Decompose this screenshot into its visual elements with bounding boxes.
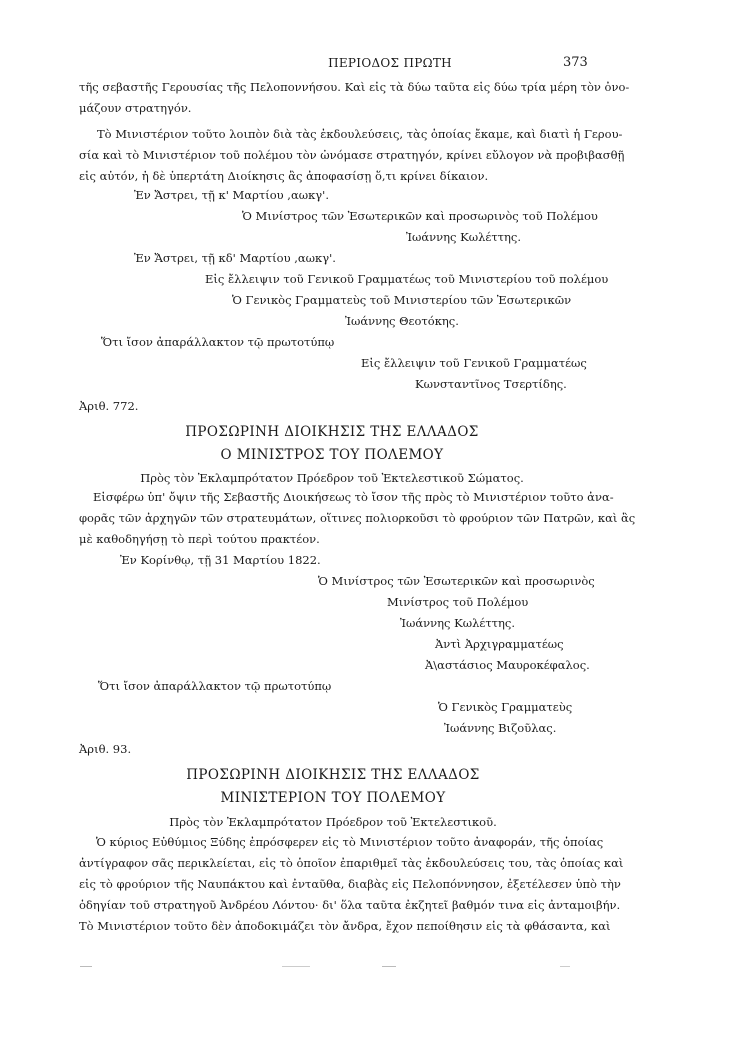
scan-artifact bbox=[80, 966, 92, 967]
signature-name: Ἰωάννης Κωλέττης. bbox=[406, 230, 522, 244]
paragraph-line: φορᾶς τῶν ἀρχηγῶν τῶν στρατευμάτων, οἵτινες πολιορκοῦσι τὸ φρούριον τῶν Πατρῶν, καὶ ἂς bbox=[79, 511, 636, 525]
scan-artifact bbox=[382, 966, 396, 967]
paragraph-line: σία καὶ τὸ Μινιστέριον τοῦ πολέμου τὸν ὠνόμασε στρατηγόν, κρίνει εὔλογον νὰ προβιβασθῇ bbox=[79, 148, 625, 162]
document-heading: ΠΡΟΣΩΡΙΝΗ ΔΙΟΙΚΗΣΙΣ ΤΗΣ ΕΛΛΑΔΟΣ bbox=[186, 767, 480, 783]
signature-line: Ὁ Γενικὸς Γραμματεὺς bbox=[438, 700, 573, 714]
date-line: Ἐν Ἄστρει, τῇ κ' Μαρτίου ,αωκγ'. bbox=[134, 188, 329, 202]
document-heading: ΠΡΟΣΩΡΙΝΗ ΔΙΟΙΚΗΣΙΣ ΤΗΣ ΕΛΛΑΔΟΣ bbox=[185, 424, 479, 440]
document-number: Ἀριθ. 93. bbox=[79, 742, 132, 756]
signature-name: Κωνσταντῖνος Τσερτίδης. bbox=[415, 377, 567, 391]
paragraph-line: τῆς σεβαστῆς Γερουσίας τῆς Πελοποννήσου. Καὶ εἰς τὰ δύω ταῦτα εἰς δύω τρία μέρη τὸν ὀνο- bbox=[79, 80, 630, 94]
addressee: Πρὸς τὸν Ἐκλαμπρότατον Πρόεδρον τοῦ Ἐκτελεστικοῦ Σώματος. bbox=[140, 471, 524, 485]
paragraph-line: Ὁ κύριος Εὐθύμιος Ξύδης ἐπρόσφερεν εἰς τὸ Μινιστέριον τοῦτο ἀναφοράν, τῆς ὁποίας bbox=[96, 835, 604, 849]
paragraph-line: εἰς αὐτόν, ἡ δὲ ὑπερτάτη Διοίκησις ἂς ἀποφασίσῃ ὅ,τι κρίνει δίκαιον. bbox=[79, 169, 489, 183]
signature-line: Ὁ Γενικὸς Γραμματεὺς τοῦ Μινιστερίου τῶν Ἐσωτερικῶν bbox=[232, 293, 572, 307]
document-subheading: Ο ΜΙΝΙΣΤΡΟΣ ΤΟΥ ΠΟΛΕΜΟΥ bbox=[220, 447, 444, 463]
paragraph-line: Τὸ Μινιστέριον τοῦτο δὲν ἀποδοκιμάζει τὸν ἄνδρα, ἔχον πεποίθησιν εἰς τὰ φθάσαντα, καὶ bbox=[79, 919, 611, 933]
scan-artifact bbox=[560, 966, 570, 967]
signature-name: Ἀ\αστάσιος Μαυροκέφαλος. bbox=[425, 658, 590, 672]
document-number: Ἀριθ. 772. bbox=[79, 399, 139, 413]
date-line: Ἐν Ἄστρει, τῇ κδ' Μαρτίου ,αωκγ'. bbox=[134, 251, 336, 265]
signature-line: Ὁ Μινίστρος τῶν Ἐσωτερικῶν καὶ προσωρινὸς bbox=[318, 574, 595, 588]
signature-line: Ὁ Μινίστρος τῶν Ἐσωτερικῶν καὶ προσωρινὸς τοῦ Πολέμου bbox=[242, 209, 598, 223]
signature-line: Μινίστρος τοῦ Πολέμου bbox=[387, 595, 529, 609]
copy-note: Ὅτι ἴσον ἀπαράλλακτον τῷ πρωτοτύπῳ bbox=[101, 335, 335, 349]
paragraph-line: ὁδηγίαν τοῦ στρατηγοῦ Ἀνδρέου Λόντου· δι' ὅλα ταῦτα ἐκζητεῖ βαθμόν τινα εἰς ἀνταμοιβήν. bbox=[79, 898, 621, 912]
paragraph-line: ἀντίγραφον σᾶς περικλείεται, εἰς τὸ ὁποῖον ἐπαριθμεῖ τὰς ἐκδουλεύσεις του, τὰς ὁποίας καὶ bbox=[79, 856, 624, 870]
addressee: Πρὸς τὸν Ἐκλαμπρότατον Πρόεδρον τοῦ Ἐκτελεστικοῦ. bbox=[169, 815, 497, 829]
document-subheading: ΜΙΝΙΣΤΕΡΙΟΝ ΤΟΥ ΠΟΛΕΜΟΥ bbox=[220, 790, 446, 806]
paragraph-line: εἰς τὸ φρούριον τῆς Ναυπάκτου καὶ ἐνταῦθα, διαβὰς εἰς Πελοπόννησον, ἐξετέλεσεν ὑπὸ τὴν bbox=[79, 877, 621, 891]
signature-line: Εἰς ἔλλειψιν τοῦ Γενικοῦ Γραμματέως bbox=[361, 356, 587, 370]
paragraph-line: μάζουν στρατηγόν. bbox=[79, 101, 192, 115]
paragraph-line: μὲ καθοδηγήσῃ τὸ περὶ τούτου πρακτέον. bbox=[79, 532, 320, 546]
signature-name: Ἰωάννης Θεοτόκης. bbox=[345, 314, 459, 328]
date-line: Ἐν Κορίνθῳ, τῇ 31 Μαρτίου 1822. bbox=[120, 553, 321, 567]
signature-line: Ἀντὶ Ἀρχιγραμματέως bbox=[435, 637, 564, 651]
paragraph-line: Εἰσφέρω ὑπ' ὄψιν τῆς Σεβαστῆς Διοικήσεως τὸ ἴσον τῆς πρὸς τὸ Μινιστέριον τοῦτο ἀνα- bbox=[93, 490, 614, 504]
signature-name: Ἰωάννης Κωλέττης. bbox=[400, 616, 516, 630]
page-number: 373 bbox=[563, 55, 588, 70]
paragraph-line: Τὸ Μινιστέριον τοῦτο λοιπὸν διὰ τὰς ἐκδουλεύσεις, τὰς ὁποίας ἔκαμε, καὶ διατὶ ἡ Γερου- bbox=[97, 127, 623, 141]
scan-artifact bbox=[282, 966, 310, 967]
running-header: ΠΕΡΙΟΔΟΣ ΠΡΩΤΗ bbox=[328, 56, 452, 70]
copy-note: Ὅτι ἴσον ἀπαράλλακτον τῷ πρωτοτύπῳ bbox=[98, 679, 332, 693]
signature-line: Εἰς ἔλλειψιν τοῦ Γενικοῦ Γραμματέως τοῦ Μινιστερίου τοῦ πολέμου bbox=[205, 272, 609, 286]
signature-name: Ἰωάννης Βιζοῦλας. bbox=[444, 721, 557, 735]
